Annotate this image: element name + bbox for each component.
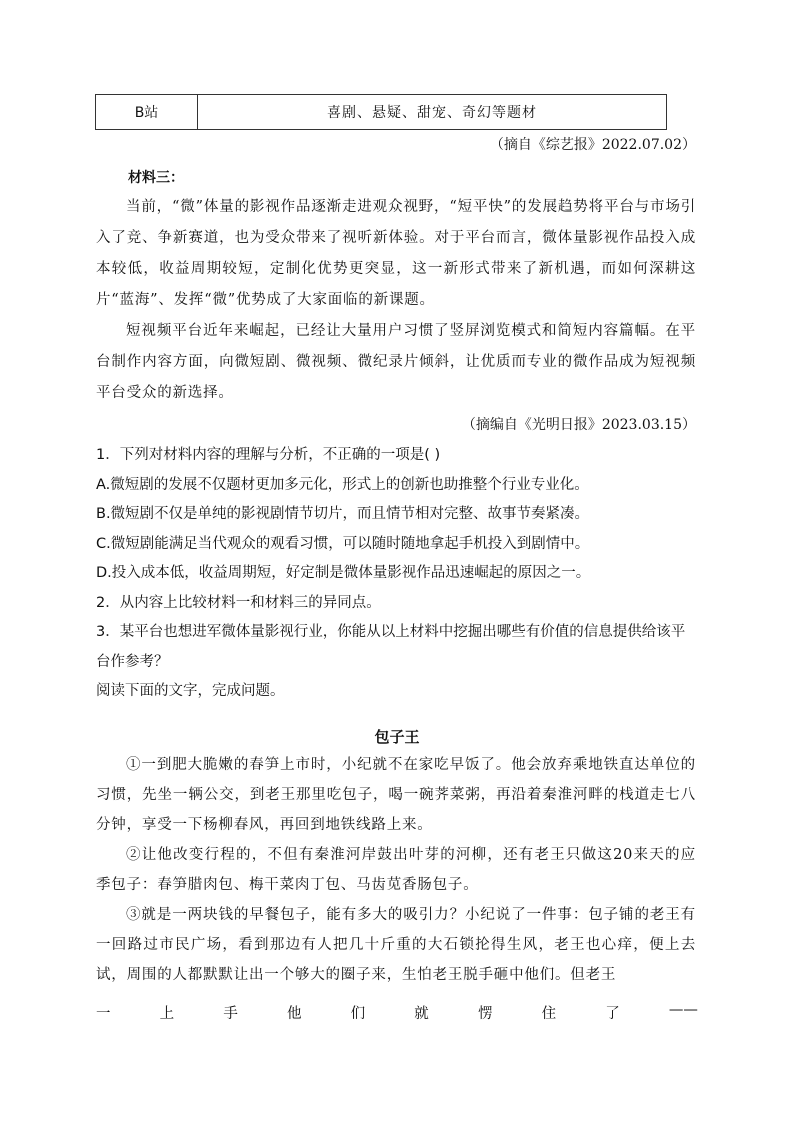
question-2: 2．从内容上比较材料一和材料三的异同点。 (96, 594, 381, 611)
question-3: 3．某平台也想进军微体量影视行业，你能从以上材料中挖掘出哪些有价值的信息提供给该平台作参考？ (96, 624, 686, 670)
story-last-line (96, 1002, 698, 1023)
story-body (96, 750, 696, 990)
option-b: B.微短剧不仅是单纯的影视剧情节切片，而且情节相对完整、故事节奏紧凑。 (96, 506, 590, 522)
dash: —— (668, 1002, 698, 1018)
table-cell-content: 喜剧、悬疑、甜宠、奇幻等题材 (327, 105, 537, 121)
char: 手 (223, 1006, 238, 1022)
paragraph: ①一到肥大脆嫩的春笋上市时，小纪就不在家吃早饭了。他会放弃乘地铁直达单位的习惯，先坐一辆公交，到老王那里吃包子，喝一碗荠菜粥，再沿着秦淮河畔的栈道走七八分钟，享受一下杨柳春风，再回到地铁线路上来。 (96, 757, 696, 833)
option-c: C.微短剧能满足当代观众的观看习惯，可以随时随地拿起手机投入到剧情中。 (96, 535, 590, 552)
char: 就 (414, 1006, 429, 1022)
paragraph: ③就是一两块钱的早餐包子，能有多大的吸引力？小纪说了一件事：包子铺的老王有一回路过市民广场，看到那边有人把几十斤重的大石锁抡得生风，老王也心痒，便上去试，周围的人都默默让出一个够大的圈子来，生怕老王脱手砸中他们。但老王 (96, 907, 696, 983)
char: 他 (286, 1006, 302, 1022)
section-heading: 材料三： (128, 170, 184, 186)
paragraph: ②让他改变行程的，不但有秦淮河岸鼓出叶芽的河柳，还有老王只做这20来天的应季包子：春笋腊肉包、梅干菜肉丁包、马齿苋香肠包子。 (96, 847, 696, 893)
paragraph: 当前，“微”体量的影视作品逐渐走进观众视野，“短平快”的发展趋势将平台与市场引入了竞、争新赛道，也为受众带来了视听新体验。对于平台而言，微体量影视作品投入成本较低，收益周期较短，定制化优势更突显，这一新形式带来了新机遇，而如何深耕这片“蓝海”、发挥“微”优势成了大家面临的新课题。 (96, 199, 696, 308)
table-cell-platform: B站 (96, 95, 198, 129)
table-row (95, 94, 667, 130)
source-citation: （摘编自《光明日报》2023.03.15） (461, 417, 696, 433)
instruction: 阅读下面的文字，完成问题。 (96, 683, 285, 699)
char: 上 (159, 1006, 175, 1022)
option-a: A.微短剧的发展不仅题材更加多元化，形式上的创新也助推整个行业专业化。 (96, 476, 589, 493)
questions (96, 441, 696, 707)
char: 住 (541, 1006, 557, 1022)
char: 了 (605, 1006, 620, 1022)
story-title: 包子王 (374, 728, 420, 746)
question-1: 1．下列对材料内容的理解与分析，不正确的一项是( ) (96, 447, 441, 463)
material3-body (96, 192, 696, 409)
char: 们 (350, 1006, 366, 1022)
char: 一 (96, 1006, 111, 1022)
char: 愣 (477, 1006, 493, 1022)
paragraph: 短视频平台近年来崛起，已经让大量用户习惯了竖屏浏览模式和简短内容篇幅。在平台制作内容方面，向微短剧、微视频、微纪录片倾斜，让优质而专业的微作品成为短视频平台受众的新选择。 (96, 323, 696, 401)
option-d: D.投入成本低，收益周期短，好定制是微体量影视作品迅速崛起的原因之一。 (96, 565, 591, 581)
source-citation: （摘自《综艺报》2022.07.02） (489, 137, 696, 153)
